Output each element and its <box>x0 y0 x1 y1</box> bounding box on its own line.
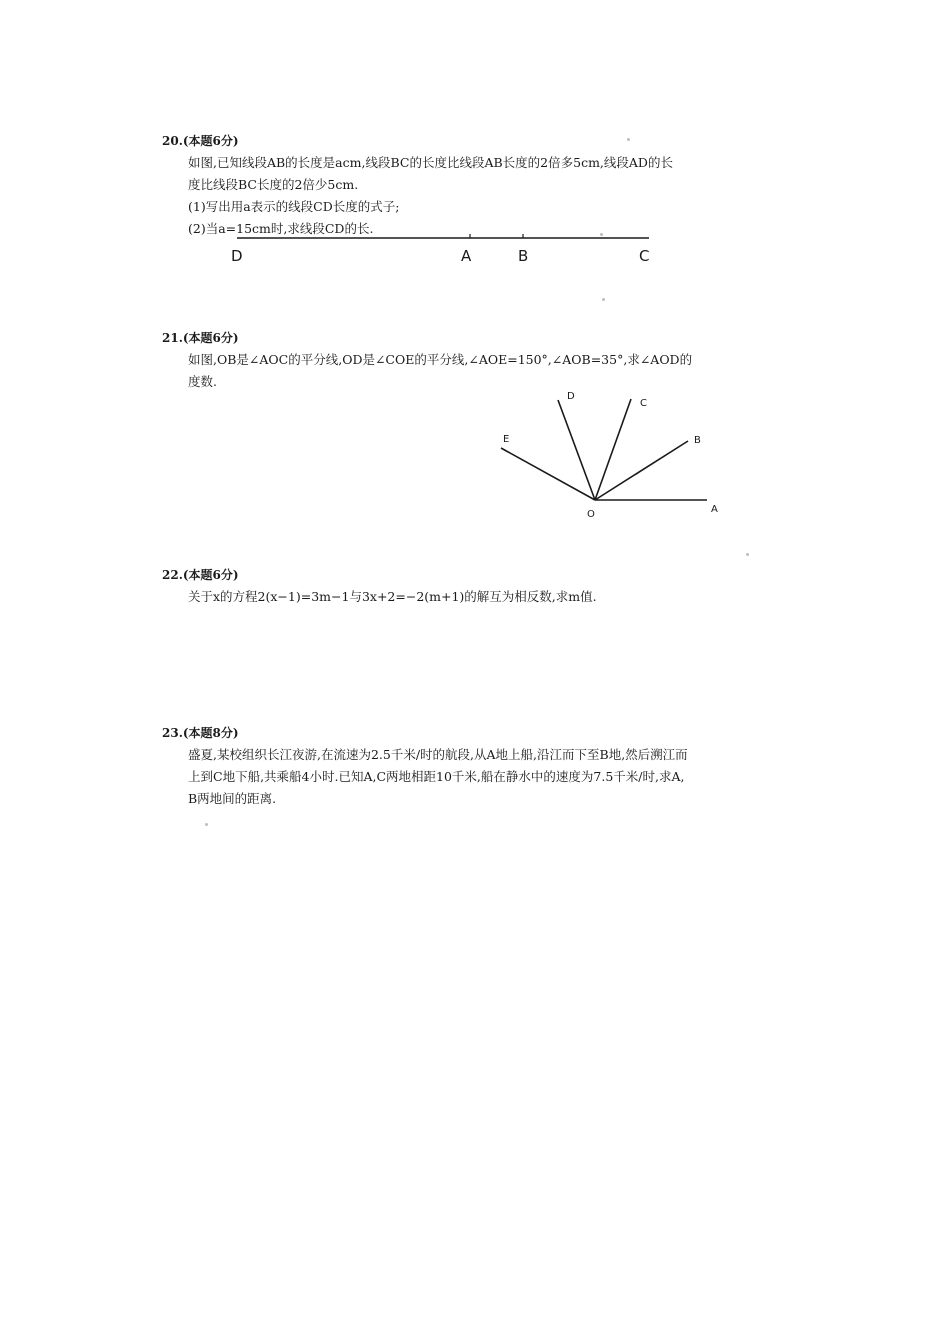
problem-20-line-1: 如图,已知线段AB的长度是acm,线段BC的长度比线段AB长度的2倍多5cm,线段AD的长 <box>188 155 673 170</box>
scan-speck <box>600 233 603 236</box>
scan-speck <box>627 138 630 141</box>
point-label-d: D <box>567 391 575 402</box>
segment-figure <box>225 228 665 270</box>
scan-speck <box>205 823 208 826</box>
point-label-a: A <box>711 504 718 515</box>
problem-20-line-2: 度比线段BC长度的2倍少5cm. <box>188 177 359 192</box>
point-label-b: B <box>518 247 529 265</box>
point-label-c: C <box>639 247 650 265</box>
point-label-e: E <box>503 434 510 445</box>
point-label-d: D <box>231 247 243 265</box>
problem-22-header: 22.(本题6分) <box>162 568 239 582</box>
problem-23 <box>162 722 722 810</box>
problem-20-header: 20.(本题6分) <box>162 134 239 148</box>
ray-ob <box>595 441 688 500</box>
problem-22 <box>162 564 722 608</box>
point-label-b: B <box>694 435 701 446</box>
problem-20-line-3: (1)写出用a表示的线段CD长度的式子; <box>188 199 400 214</box>
problem-23-header: 23.(本题8分) <box>162 726 239 740</box>
point-label-o: O <box>587 509 595 520</box>
ray-oe <box>501 448 595 500</box>
angle-figure <box>495 384 735 524</box>
problem-23-line-2: 上到C地下船,共乘船4小时.已知A,C两地相距10千米,船在静水中的速度为7.5千米/时,求A, <box>188 769 685 784</box>
problem-23-line-3: B两地间的距离. <box>188 791 277 806</box>
problem-20-line-4: (2)当a=15cm时,求线段CD的长. <box>188 221 374 236</box>
point-label-c: C <box>640 398 647 409</box>
scan-speck <box>746 553 749 556</box>
problem-22-line-1: 关于x的方程2(x−1)=3m−1与3x+2=−2(m+1)的解互为相反数,求m值. <box>188 589 597 604</box>
problem-21-line-2: 度数. <box>188 374 217 389</box>
point-label-a: A <box>461 247 472 265</box>
scan-speck <box>602 298 605 301</box>
ray-oc <box>595 399 631 500</box>
ray-od <box>558 400 595 500</box>
problem-20 <box>162 130 722 240</box>
problem-21-line-1: 如图,OB是∠AOC的平分线,OD是∠COE的平分线,∠AOE=150°,∠AOB=35°,求∠AOD的 <box>188 352 693 367</box>
problem-23-line-1: 盛夏,某校组织长江夜游,在流速为2.5千米/时的航段,从A地上船,沿江而下至B地,然后溯江而 <box>188 747 688 762</box>
problem-21-header: 21.(本题6分) <box>162 331 239 345</box>
